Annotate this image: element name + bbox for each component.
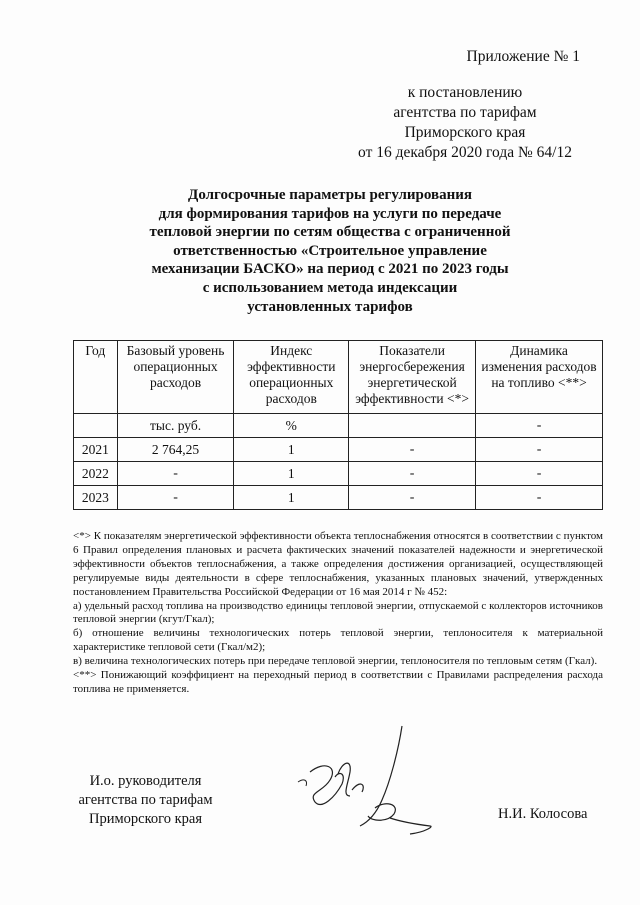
cell-efficiency-index: 1	[234, 462, 349, 486]
footnote: а) удельный расход топлива на производство единицы тепловой энергии, отпускаемой с коллекторов источников тепловой энергии (кгут/Гкал);	[73, 599, 603, 626]
header-fuel-dynamics: Динамика изменения расходов на топливо <**>	[476, 341, 603, 414]
cell-fuel-dynamics: -	[476, 438, 603, 462]
signatory-position-line: агентства по тарифам	[78, 792, 213, 808]
unit-cell: тыс. руб.	[117, 414, 234, 438]
footnote: в) величина технологических потерь при передаче тепловой энергии, теплоносителя по тепловым сетям (Гкал).	[73, 655, 598, 668]
table-header-row	[74, 341, 603, 414]
signatory-position-line: Приморского края	[88, 811, 202, 827]
cell-base-costs: 2 764,25	[117, 438, 234, 462]
footnotes	[73, 530, 603, 697]
unit-cell	[74, 414, 118, 438]
unit-cell: %	[234, 414, 349, 438]
title-line: для формирования тарифов на услуги по передаче	[158, 205, 502, 222]
footnote: <**> Понижающий коэффициент на переходный период в соответствии с Правилами распределения расхода топлива не применяется.	[73, 669, 603, 695]
title-line: с использованием метода индексации	[202, 279, 458, 296]
cell-efficiency-index: 1	[234, 438, 349, 462]
cell-base-costs: -	[117, 462, 234, 486]
table-row	[74, 486, 603, 510]
appendix-line: Приморского края	[404, 124, 526, 141]
appendix-number: Приложение № 1	[466, 48, 580, 65]
unit-cell	[349, 414, 476, 438]
cell-energy-saving: -	[349, 438, 476, 462]
title-line: ответственностью «Строительное управление	[173, 242, 487, 259]
signatory-name: Н.И. Колосова	[498, 806, 588, 822]
cell-fuel-dynamics: -	[476, 486, 603, 510]
header-efficiency-index: Индекс эффективности операционных расходов	[234, 341, 349, 414]
parameters-table	[73, 340, 603, 510]
appendix-line: к постановлению	[407, 84, 523, 101]
header-year: Год	[74, 341, 118, 414]
cell-efficiency-index: 1	[234, 486, 349, 510]
appendix-line: от 16 декабря 2020 года № 64/12	[358, 144, 572, 161]
footnote: <*> К показателям энергетической эффективности объекта теплоснабжения относятся в соответствии с пунктом 6 Правил определения плановых и расчета фактических значений показателей надежности и энергетической эффективности объектов теплоснабжения, а также определения достижения организацией, осуществляющей регулируемые виды деятельности в сфере теплоснабжения, указанных плановых значений, утвержденных постановлением Правительства Российской Федерации от 16 мая 2014 г № 452:	[73, 530, 603, 598]
cell-fuel-dynamics: -	[476, 462, 603, 486]
appendix-line: агентства по тарифам	[393, 104, 537, 121]
header-energy-saving: Показатели энергосбережения энергетической эффективности <*>	[349, 341, 476, 414]
unit-cell: -	[476, 414, 603, 438]
signatory-position	[73, 772, 218, 829]
footnote: б) отношение величины технологических потерь тепловой энергии, теплоносителя к материальной характеристике тепловой сети (Гкал/м2);	[73, 627, 603, 654]
document-title	[120, 186, 540, 316]
signatory-position-line: И.о. руководителя	[89, 773, 202, 789]
cell-year: 2023	[74, 486, 118, 510]
title-line: механизации БАСКО» на период с 2021 по 2023 годы	[151, 261, 509, 278]
header-base-costs: Базовый уровень операционных расходов	[117, 341, 234, 414]
cell-energy-saving: -	[349, 462, 476, 486]
title-line: тепловой энергии по сетям общества с ограниченной	[149, 224, 511, 241]
cell-year: 2022	[74, 462, 118, 486]
cell-base-costs: -	[117, 486, 234, 510]
title-line: установленных тарифов	[247, 298, 413, 315]
cell-energy-saving: -	[349, 486, 476, 510]
cell-year: 2021	[74, 438, 118, 462]
handwritten-signature	[290, 722, 440, 840]
title-line: Долгосрочные параметры регулирования	[188, 187, 472, 203]
table-row	[74, 462, 603, 486]
table-row	[74, 438, 603, 462]
appendix-header	[350, 47, 580, 163]
table-units-row	[74, 414, 603, 438]
